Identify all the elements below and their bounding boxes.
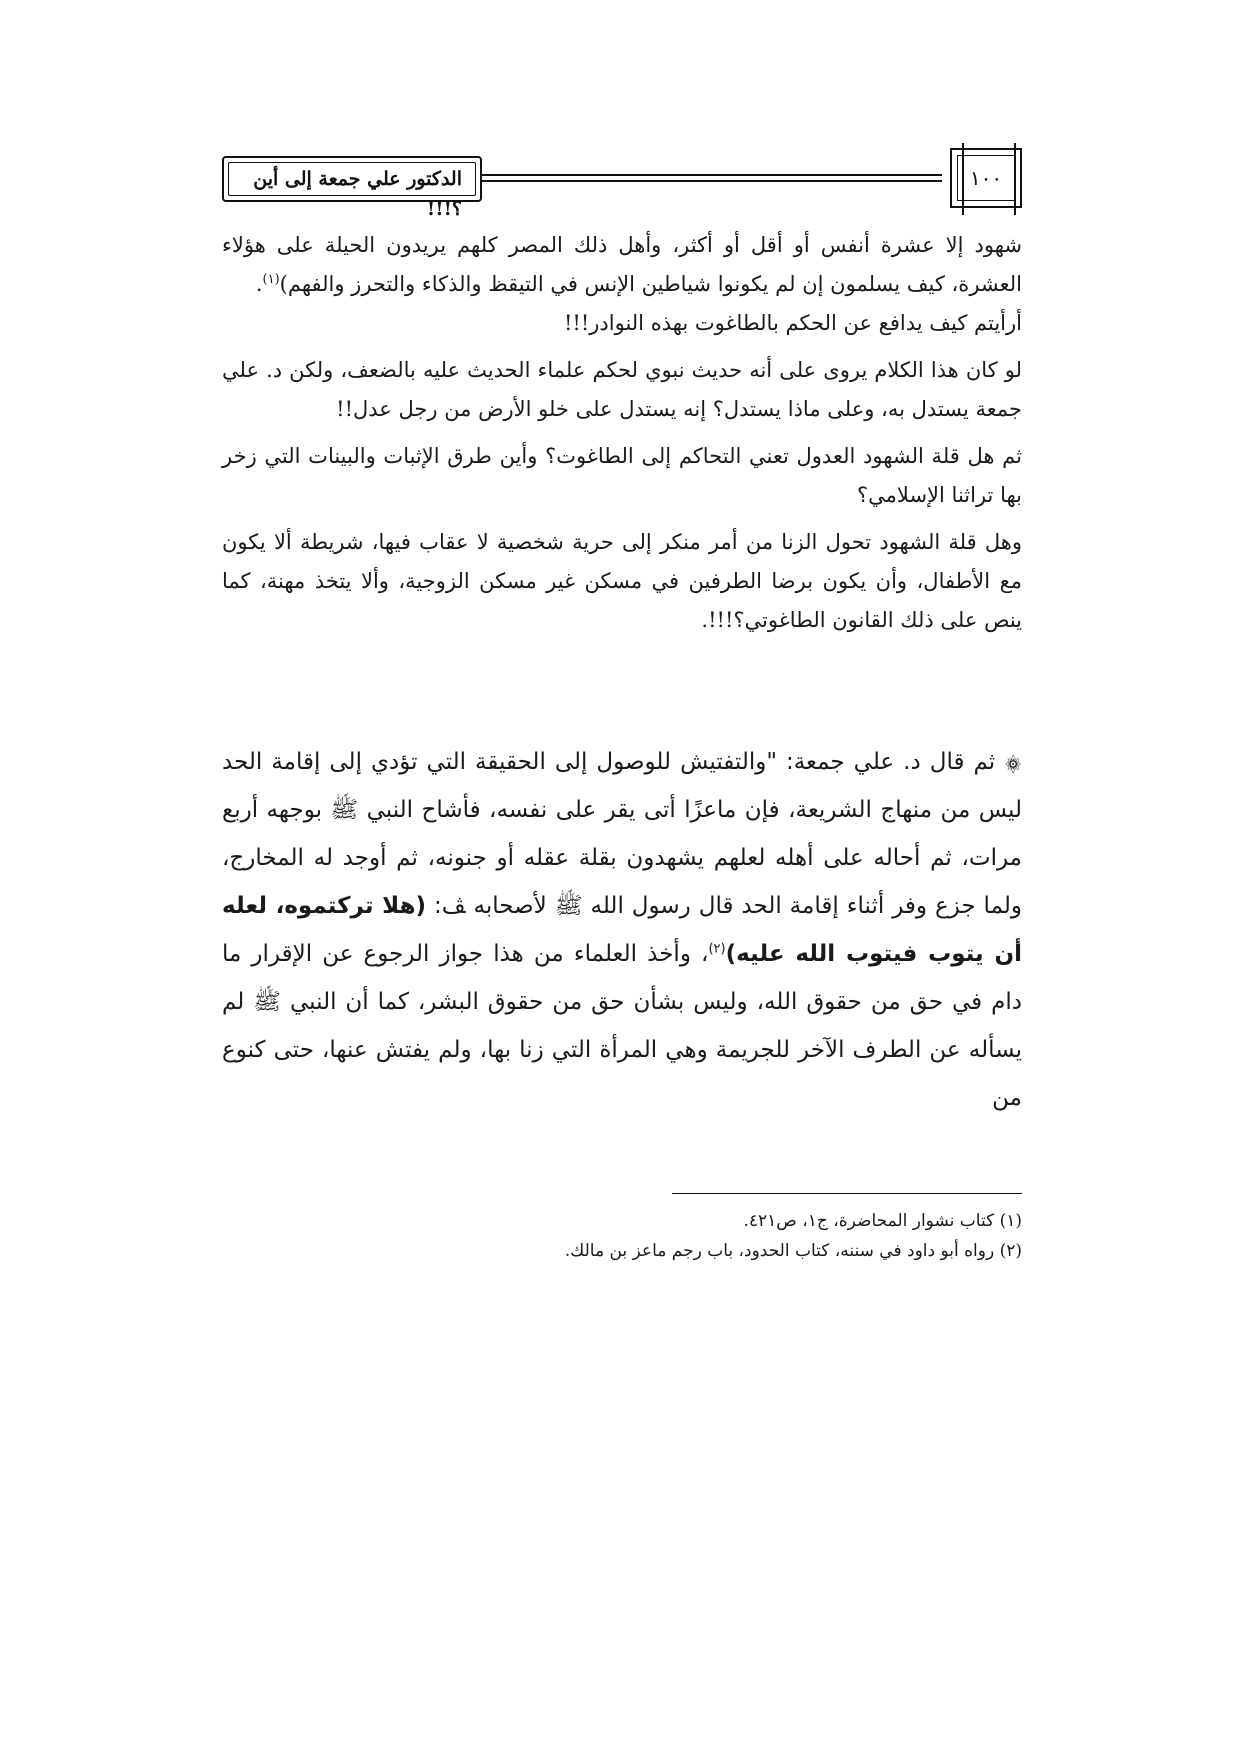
header-rule-double (482, 180, 942, 182)
footnote-1: (١) كتاب نشوار المحاضرة، ج١، ص٤٢١. (743, 1211, 1022, 1231)
footnote-2: (٢) رواه أبو داود في سننه، كتاب الحدود، باب رجم ماعز بن مالك. (564, 1241, 1022, 1261)
paragraph-1-tail: أرأيتم كيف يدافع عن الحكم بالطاغوت بهذه النوادر!!! (563, 311, 1022, 335)
page-number: ١٠٠ (969, 166, 1003, 190)
paragraph-1-end: . (255, 272, 263, 296)
paragraph-4 (222, 523, 1022, 640)
running-header (222, 148, 1022, 220)
quote-part-2: ، وأخذ العلماء من هذا جواز الرجوع عن الإقرار ما دام في حق من حقوق الله، وليس بشأن حق من حقوق البشر، كما أن النبي ﷺ لم يسأله عن الطرف الآخر للجريمة وهي المرأة التي زنا بها، ولم يفتش عنها، حتى كنوع من (222, 941, 1022, 1111)
body-text-upper (222, 226, 1022, 648)
paragraph-1-text: شهود إلا عشرة أنفس أو أقل أو أكثر، وأهل ذلك المصر كلهم يريدون الحيلة على هؤلاء العشرة، كيف يسلمون إن لم يكونوا شياطين الإنس في التيقظ والذكاء والتحرز والفهم) (222, 233, 1022, 296)
paragraph-2-text: لو كان هذا الكلام يروى على أنه حديث نبوي لحكم علماء الحديث عليه بالضعف، ولكن د. علي جمعة يستدل به، وعلى ماذا يستدل؟ إنه يستدل على خلو الأرض من رجل عدل!! (222, 358, 1022, 421)
quoted-passage (222, 738, 1022, 1122)
footnote-separator (672, 1193, 1022, 1194)
paragraph-3 (222, 437, 1022, 515)
footnote-ref-1[interactable]: (١) (262, 272, 280, 287)
paragraph-3-text: ثم هل قلة الشهود العدول تعني التحاكم إلى الطاغوت؟ وأين طرق الإثبات والبينات التي زخر بها تراثنا الإسلامي؟ (222, 444, 1022, 507)
paragraph-2 (222, 351, 1022, 429)
quote-part-1: ۞ ثم قال د. علي جمعة: "والتفتيش للوصول إلى الحقيقة التي تؤدي إلى إقامة الحد ليس من منهاج الشريعة، فإن ماعزًا أتى يقر على نفسه، فأشاح النبي ﷺ بوجهه أربع مرات، ثم أحاله على أهله لعلهم يشهدون بقلة عقله أو جنونه، ثم أوجد له المخارج، ولما جزع وفر أثناء إقامة الحد قال رسول الله ﷺ لأصحابه ﭫ: (222, 749, 1022, 919)
paragraph-4-text: وهل قلة الشهود تحول الزنا من أمر منكر إلى حرية شخصية لا عقاب فيها، شريطة ألا يكون مع الأطفال، وأن يكون برضا الطرفين في مسكن غير مسكن الزوجية، وألا يتخذ مهنة، كما ينص على ذلك القانون الطاغوتي؟!!!. (222, 530, 1022, 632)
running-title: الدكتور علي جمعة إلى أين ؟!!! (253, 168, 462, 220)
footnote-ref-2[interactable]: (٢) (708, 941, 726, 957)
header-rule (482, 174, 942, 176)
paragraph-1 (222, 226, 1022, 343)
footnotes (222, 1206, 1022, 1266)
hadith-quote: (هلا تركتموه، لعله أن يتوب فيتوب الله عليه) (222, 893, 1022, 967)
page-number-frame (950, 148, 1022, 208)
title-frame (222, 156, 482, 220)
